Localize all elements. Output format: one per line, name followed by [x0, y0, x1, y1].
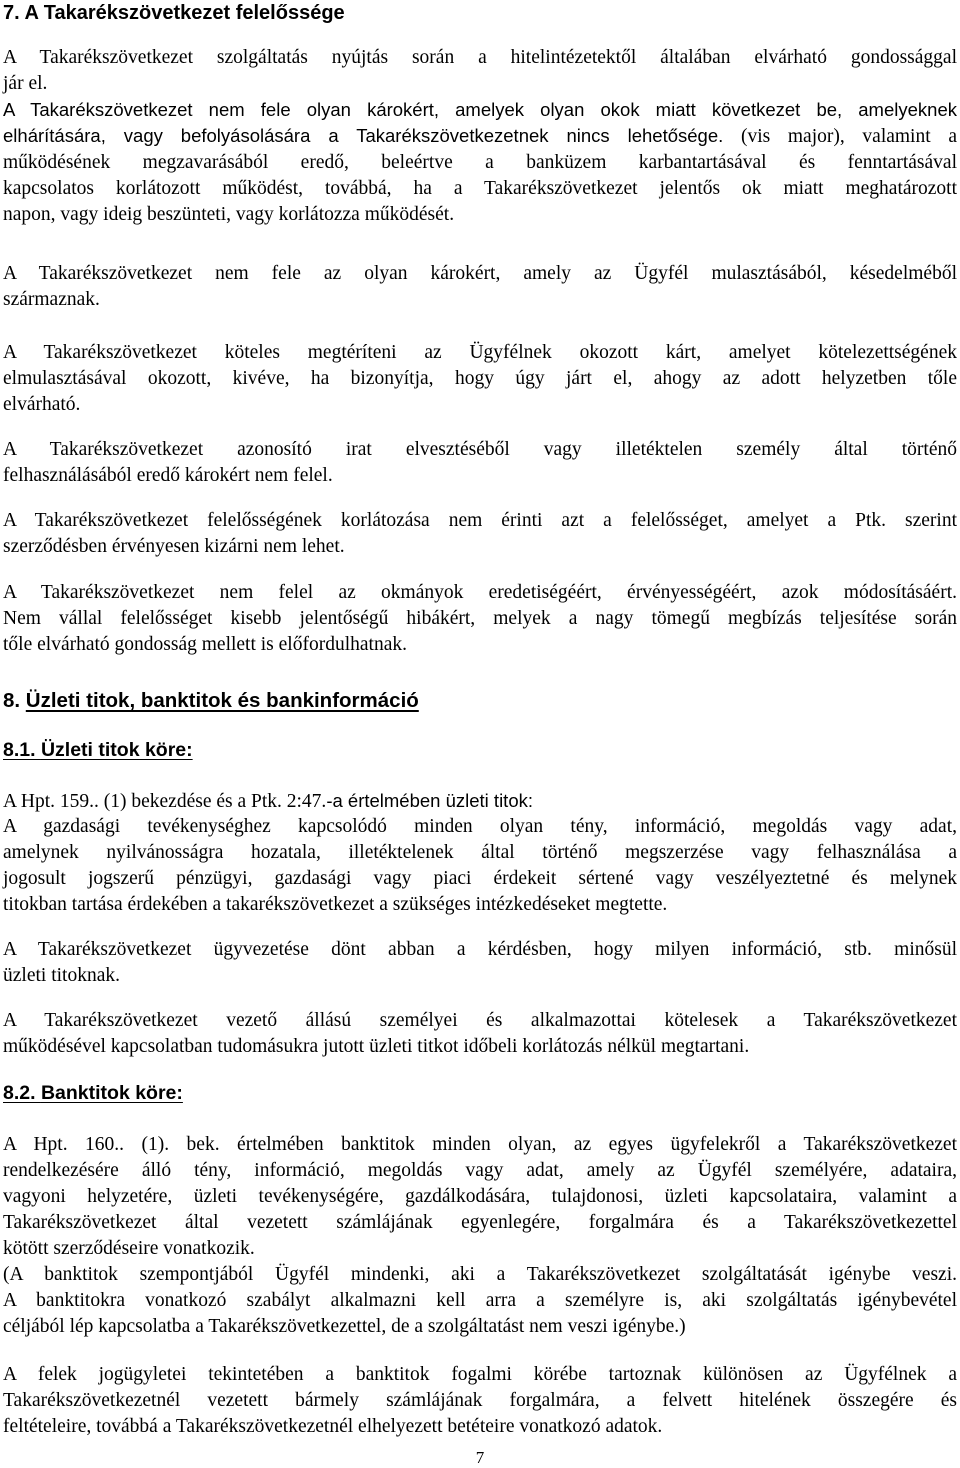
text-line: felhasználásából eredő károkért nem felel.	[3, 465, 333, 486]
text-line: szerződésben érvényesen kizárni nem lehet.	[3, 536, 345, 557]
vis-major-paragraph	[3, 97, 957, 228]
subsection-8-1-heading	[3, 737, 193, 763]
text-line: működésével kapcsolatban tudomásukra jutott üzleti titkot időbeli korlátozás nélkül megtartani.	[3, 1036, 750, 1057]
text-line: származnak.	[3, 289, 100, 310]
text-line: vagyoni helyzetére, üzleti tevékenységére, gazdálkodására, tulajdonosi, üzleti kapcsolataira, valamint a	[3, 1186, 957, 1207]
text-line: rendelkezésére álló tény, információ, megoldás vagy adat, amely az Ügyfél személyére, adataira,	[3, 1160, 957, 1181]
subsection-number: 8.1.	[3, 739, 41, 761]
text-line: elmulasztásával okozott, kivéve, ha bizonyítja, hogy úgy járt el, ahogy az adott helyzetben tőle	[3, 368, 957, 389]
text-line: céljából lép kapcsolatba a Takarékszövetkezettel, de a szolgáltatást nem veszi igénybe.)	[3, 1316, 686, 1337]
text-line: A Takarékszövetkezet köteles megtéríteni az Ügyfélnek okozott kárt, amelyet kötelezettségének	[3, 342, 957, 363]
text-line: üzleti titoknak.	[3, 965, 120, 986]
section-8-title: Üzleti titok, banktitok és bankinformáció	[25, 689, 419, 712]
text-line: jár el.	[3, 73, 48, 94]
text-line: Nem vállal felelősséget kisebb jelentőségű hibákért, melyek a nagy tömegű megbízás teljesítése során	[3, 608, 957, 629]
text-line: A banktitokra vonatkozó szabályt alkalmazni kell arra a személyre is, aki szolgáltatás igénybevétel	[3, 1290, 957, 1311]
staff-paragraph	[3, 1008, 957, 1060]
text-line: működésének megzavarásából eredő, beleértve a banküzem karbantartásával és fenntartásával	[3, 152, 957, 173]
parties-paragraph	[3, 1362, 957, 1440]
text-line: napon, vagy ideig beszünteti, vagy korlátozza működését.	[3, 204, 455, 225]
business-secret-paragraph	[3, 814, 957, 918]
text-line	[3, 123, 957, 150]
text-line: jogosult jogszerű pénzügyi, gazdasági vagy piaci érdekeit sértené vagy veszélyeztetné és melynek	[3, 868, 957, 889]
bank-secret-paragraph	[3, 1132, 957, 1340]
page-number: 7	[475, 1448, 485, 1467]
documents-paragraph	[3, 580, 957, 658]
text-line: A Takarékszövetkezet vezető állású személyei és alkalmazottai kötelesek a Takarékszövetkezet	[3, 1010, 957, 1031]
text-line: A Takarékszövetkezet szolgáltatás nyújtás során a hitelintézetektől általában elvárható gondossággal	[3, 47, 957, 68]
subsection-title: Üzleti titok köre:	[40, 739, 193, 761]
text-line: A Takarékszövetkezet nem fele az olyan károkért, amely az Ügyfél mulasztásából, késedelméből	[3, 263, 957, 284]
section-7-heading: 7. A Takarékszövetkezet felelőssége	[3, 2, 345, 24]
hpt-159-reference	[3, 788, 957, 815]
text-fragment: A Hpt. 159.. (1) bekezdése és a Ptk. 2:47.	[3, 791, 327, 812]
text-line: (A banktitok szempontjából Ügyfél mindenki, aki a Takarékszövetkezet szolgáltatását igénybe veszi.	[3, 1264, 957, 1285]
text-line: A felek jogügyletei tekintetében a banktitok fogalmi körébe tartoznak különösen az Ügyfélnek a	[3, 1364, 957, 1385]
section-8-number: 8.	[3, 689, 26, 712]
text-line: kötött szerződéseire vonatkozik.	[3, 1238, 255, 1259]
text-line: A Hpt. 160.. (1). bek. értelmében banktitok minden olyan, az egyes ügyfelekről a Takarékszövetkezet	[3, 1134, 957, 1155]
text-line: A Takarékszövetkezet ügyvezetése dönt abban a kérdésben, hogy milyen információ, stb. minősül	[3, 939, 957, 960]
text-line: titokban tartása érdekében a takarékszövetkezet a szükséges intézkedéseket megtette.	[3, 894, 668, 915]
text-line: tőle elvárható gondosság mellett is előfordulhatnak.	[3, 634, 407, 655]
text-line	[3, 788, 957, 815]
client-fault-paragraph	[3, 261, 957, 313]
text-line: elvárható.	[3, 394, 81, 415]
text-line: A Takarékszövetkezet nem fele olyan károkért, amelyek olyan okok miatt következet be, amelyeknek	[3, 99, 957, 120]
text-line: A Takarékszövetkezet azonosító irat elvesztéséből vagy illetéktelen személy által történő	[3, 439, 957, 460]
text-line: kapcsolatos korlátozott működést, továbbá, ha a Takarékszövetkezet jelentős ok miatt meghatározott	[3, 178, 957, 199]
text-line: Takarékszövetkezetnél vezetett bármely számlájának forgalmára, a felvett hitelének összegére és	[3, 1390, 957, 1411]
text-line: amelynek nyilvánosságra hozatala, illetéktelenek által történő megszerzése vagy felhasználása a	[3, 842, 957, 863]
text-line: feltételeire, továbbá a Takarékszövetkezetnél elhelyezett betéteire vonatkozó adatok.	[3, 1416, 663, 1437]
section-7-intro	[3, 45, 957, 97]
text-fragment: (vis major), valamint a	[723, 126, 957, 147]
compensation-paragraph	[3, 340, 957, 418]
subsection-number: 8.2.	[3, 1082, 41, 1104]
subsection-8-2-heading	[3, 1080, 183, 1106]
id-loss-paragraph	[3, 437, 957, 489]
text-fragment: -a értelmében üzleti titok:	[326, 790, 533, 811]
subsection-title: Banktitok köre:	[40, 1082, 183, 1104]
section-8-heading	[3, 688, 419, 714]
text-line: A Takarékszövetkezet felelősségének korlátozása nem érinti azt a felelősséget, amelyet a Ptk. szerint	[3, 510, 957, 531]
text-line: Takarékszövetkezet által vezetett számlájának egyenlegére, forgalmára és a Takarékszövetkezettel	[3, 1212, 957, 1233]
management-paragraph	[3, 937, 957, 989]
liability-limit-paragraph	[3, 508, 957, 560]
text-fragment: elhárítására, vagy befolyásolására a Takarékszövetkezetnek nincs lehetősége.	[3, 125, 724, 146]
text-line: A Takarékszövetkezet nem felel az okmányok eredetiségéért, érvényességéért, azok módosításáért.	[3, 582, 957, 603]
text-line: A gazdasági tevékenységhez kapcsolódó minden olyan tény, információ, megoldás vagy adat,	[3, 816, 957, 837]
